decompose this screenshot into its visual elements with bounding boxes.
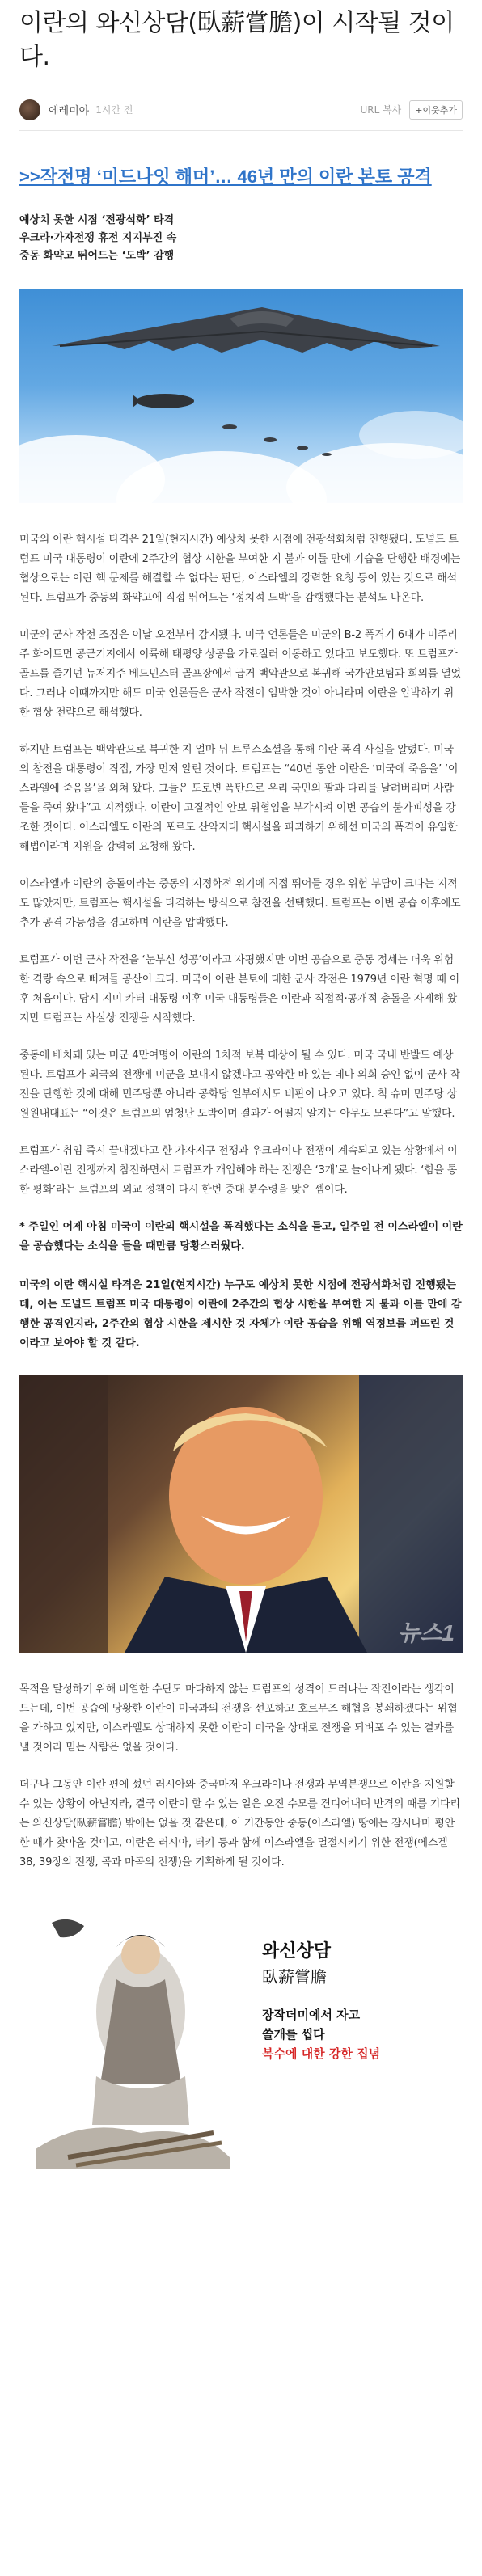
paragraph-1: 미국의 이란 핵시설 타격은 21일(현지시간) 예상치 못한 시점에 전광석화처럼 진행됐다. 도널드 트럼프 미국 대통령이 이란에 2주간의 협상 시한을 부여한 지 불과 이틀 만에 기습을 단행한 배경에는 협상으로는 이란 핵 문제를 해결할 수 없다는 판단, 이스라엘의 강력한 요청 등이 있는 것으로 해석된다. 트럼프가 중동의 화약고에 직접 뛰어드는 ‘정치적 도박’을 감행했다는 분석도 나온다. [19, 534, 461, 604]
paragraph-6: 중동에 배치돼 있는 미군 4만여명이 이란의 1차적 보복 대상이 될 수 있다. 미국 국내 반발도 예상된다. 트럼프가 외국의 전쟁에 미군을 보내지 않겠다고 공약한 바 있는 데다 의회 승인 없이 군사 작전을 단행한 것에 대해 민주당뿐 아니라 공화당 일부에서도 비판이 나오고 있다. 척 슈머 민주당 상원원내대표는 “이것은 트럼프의 엄청난 도박이며 결과가 어떨지 알지는 아무도 모른다”고 말했다. [19, 1049, 460, 1120]
b2-bomber-icon [19, 289, 463, 503]
subhead-2: 우크라·가자전쟁 휴전 지지부진 속 [19, 232, 177, 244]
caption-line-2: 쓸개를 씹다 [262, 2027, 325, 2042]
subhead-3: 중동 화약고 뛰어드는 ‘도박’ 감행 [19, 250, 175, 262]
author-name[interactable]: 에레미야 [49, 105, 90, 117]
news-watermark: 뉴스1 [398, 1620, 455, 1645]
paragraph-4: 이스라엘과 이란의 충돌이라는 중동의 지정학적 위기에 직접 뛰어들 경우 위험 부담이 크다는 지적도 많았지만, 트럼프는 핵시설을 타격하는 방식으로 참전을 선택했다. 트럼프는 이번 공습 이후에도 추가 공격 가능성을 경고하며 이란을 압박했다. [19, 878, 461, 929]
post-meta [19, 99, 463, 131]
bomber-photo [19, 289, 463, 503]
paragraph-5: 트럼프가 이번 군사 작전을 ‘눈부신 성공’이라고 자평했지만 이번 공습으로 중동 정세는 더욱 위험한 격랑 속으로 빠져들 공산이 크다. 미국이 이란 본토에 대한 군사 작전은 1979년 이란 혁명 때 이후 처음이다. 당시 지미 카터 대통령 이후 미국 대통령들은 이란과 직접적·공개적 충돌을 자제해 왔지만 트럼프는 사실상 전쟁을 시작했다. [19, 954, 460, 1024]
caption-line-3: 복수에 대한 강한 집념 [262, 2046, 381, 2061]
paragraph-7: 트럼프가 취임 즉시 끝내겠다고 한 가자지구 전쟁과 우크라이나 전쟁이 계속되고 있는 상황에서 이스라엘-이란 전쟁까지 참전하면서 트럼프가 개입해야 하는 전쟁은 ‘3개’로 늘어나게 됐다. ‘힘을 통한 평화’라는 트럼프의 외교 정책이 다시 한번 중대 분수령을 맞은 셈이다. [19, 1145, 458, 1196]
subhead-1: 예상치 못한 시점 ‘전광석화’ 타격 [19, 214, 175, 226]
paragraph-8: 목적을 달성하기 위해 비열한 수단도 마다하지 않는 트럼프의 성격이 드러나는 작전이라는 생각이 드는데, 이번 공습에 당황한 이란이 미국과의 전쟁을 선포하고 호르무즈 해협을 봉쇄하겠다는 위협을 가하고 있지만, 이스라엘도 상대하지 못한 이란이 미국을 상대로 전쟁을 되벼포 수 있는 결과를 낼 것이라 믿는 사람은 없을 것이다. [19, 1683, 458, 1754]
post-time: 1시간 전 [95, 104, 133, 116]
article-headline-link[interactable]: >>작전명 ‘미드나잇 해머’… 46년 만의 이란 본토 공격 [19, 167, 432, 187]
ink-painting-icon [19, 1890, 262, 2181]
bomb-icon [133, 394, 194, 408]
caption-title: 와신상담 [262, 1941, 332, 1962]
wasinsangdam-caption [262, 1939, 380, 2063]
caption-hanja: 臥薪嘗膽 [262, 1967, 327, 1987]
post-title: 이란의 와신상담(臥薪嘗膽)이 시작될 것이다. [19, 9, 455, 71]
paragraph-3: 하지만 트럼프는 백악관으로 복귀한 지 얼마 뒤 트루스소셜을 통해 이란 폭격 사실을 알렸다. 미국의 참전을 대통령이 직접, 가장 먼저 알린 것이다. 트럼프는 “40년 동안 이란은 ‘미국에 죽음을’ ‘이스라엘에 죽음을’을 외쳐 왔다. 그들은 도로변 폭탄으로 우리 국민의 팔과 다리를 날려버리며 사람들을 죽여 왔다”고 지적했다. 이란이 고질적인 안보 위협임을 부각시켜 이번 공습의 불가피성을 강조한 것이다. 이스라엘도 이란의 포르도 산악지대 핵시설을 파괴하기 위해선 미국의 폭격이 유일한 해법이라며 지원을 강력히 요청해 왔다. [19, 744, 459, 853]
wasinsangdam-image [19, 1890, 463, 2181]
paragraph-2: 미군의 군사 작전 조짐은 이날 오전부터 감지됐다. 미국 언론들은 미군의 B-2 폭격기 6대가 미주리주 화이트먼 공군기지에서 이륙해 태평양 상공을 가로질러 이동하고 있다고 보도했다. 또 트럼프가 골프를 즐기던 뉴저지주 베드민스터 골프장에서 급거 백악관으로 복귀해 국가안보팀과 회의를 열었다. 그러나 이때까지만 해도 미국 언론들은 군사 작전이 임박한 것이 아니라며 이란을 압박하기 위한 협상 전략으로 해석했다. [19, 629, 462, 719]
author-callout: * 주일인 어제 아침 미국이 이란의 핵시설을 폭격했다는 소식을 듣고, 일주일 전 이스라엘이 이란을 공습했다는 소식을 들을 때만큼 당황스러웠다. [19, 1221, 463, 1252]
paragraph-9: 더구나 그동안 이란 편에 섰던 러시아와 중국마저 우크라이나 전쟁과 무역분쟁으로 이란을 지원할 수 있는 상황이 아닌지라, 결국 이란이 할 수 있는 일은 오진 수모를 견디어내며 반격의 때를 기다리는 와신상담(臥薪嘗膽) 밖에는 없을 것 같은데, 이 기간동안 중동(이스라엘) 땅에는 잠시나마 평안한 때가 찾아올 것이고, 이란은 러시아, 터키 등과 함께 이스라엘을 멸절시키기 위한 전쟁(에스겔 38, 39장의 전쟁, 곡과 마곡의 전쟁)을 기획하게 될 것이다. [19, 1779, 460, 1869]
url-copy-button[interactable]: URL 복사 [360, 104, 402, 116]
author-avatar[interactable] [19, 99, 40, 120]
add-neighbor-button[interactable]: +이웃추가 [409, 100, 463, 120]
trump-photo [19, 1375, 463, 1653]
article-subheads [19, 212, 463, 265]
caption-line-1: 장작더미에서 자고 [262, 2008, 361, 2022]
bold-paragraph: 미국의 이란 핵시설 타격은 21일(현지시간) 누구도 예상치 못한 시점에 전광석화처럼 진행됐는데, 이는 도널드 트럼프 미국 대통령이 이란에 2주간의 협상 시한을 부여한 지 불과 이틀 만에 감행한 공격인지라, 2주간의 협상 시한을 제시한 것 자체가 이란 공습을 위해 역정보를 퍼뜨린 것이라고 보아야 할 것 같다. [19, 1279, 462, 1349]
